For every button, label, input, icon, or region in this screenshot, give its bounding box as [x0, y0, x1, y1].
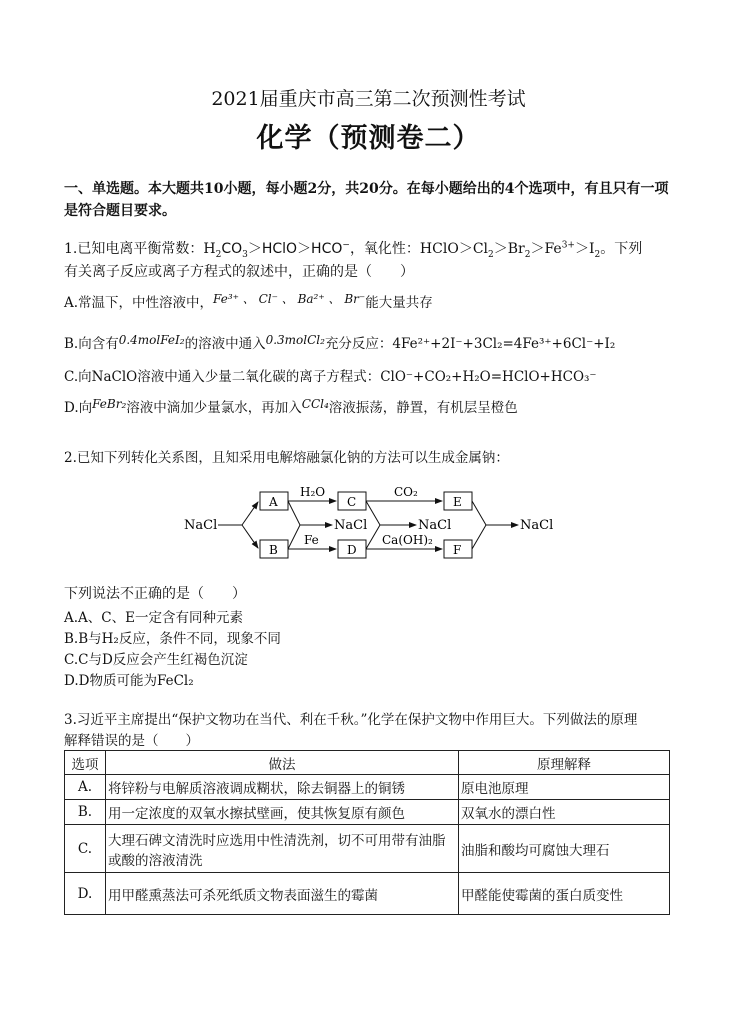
q3-stem-line2: 解释错误的是（ ）: [64, 733, 199, 749]
table-cell: 用甲醛熏蒸法可杀死纸质文物表面滋生的霉菌: [106, 873, 459, 915]
diagram-arrow: [472, 501, 486, 525]
table-cell: 双氧水的漂白性: [459, 800, 670, 825]
box-e-label: E: [453, 495, 462, 509]
table-cell: B.: [65, 800, 106, 825]
mid-nacl-1: NaCl: [334, 518, 368, 533]
box-a-label: A: [269, 495, 278, 509]
exam-title: 2021届重庆市高三第二次预测性考试: [211, 88, 526, 110]
table-row: [65, 825, 670, 873]
box-d-label: D: [347, 543, 357, 557]
reagent-co2: CO₂: [394, 485, 418, 499]
reagent-caoh2: Ca(OH)₂: [382, 533, 433, 547]
q1-option-b: B.向含有0.4molFeI₂的溶液中通入0.3molCl₂充分反应：4Fe²⁺+2I⁻+3Cl₂=4Fe³⁺+6Cl⁻+I₂: [64, 333, 616, 352]
q1-option-d: D.向FeBr₂溶液中滴加少量氯水，再加入CCl₄溶液振荡，静置，有机层呈橙色: [64, 397, 518, 416]
diagram-start-label: NaCl: [184, 518, 218, 533]
diagram-arrow: [366, 501, 380, 525]
box-c-label: C: [347, 495, 357, 509]
table-header-cell: 选项: [65, 751, 106, 775]
mid-nacl-3: NaCl: [520, 518, 554, 533]
table-row: [65, 800, 670, 825]
table-cell: C.: [65, 825, 106, 873]
table-cell: 大理石碑文清洗时应选用中性清洗剂，切不可用带有油脂或酸的溶液清洗: [106, 825, 459, 873]
mid-nacl-2: NaCl: [418, 518, 452, 533]
q3-table: [64, 750, 670, 915]
table-row: [65, 775, 670, 800]
diagram-arrow: [242, 525, 258, 548]
reagent-h2o: H₂O: [300, 485, 326, 499]
table-header-cell: 做法: [106, 751, 459, 775]
conversion-diagram: [180, 480, 560, 570]
table-header-cell: 原理解释: [459, 751, 670, 775]
q2-option-a: A.A、C、E一定含有同种元素: [64, 610, 243, 626]
q1-option-a: A.常温下，中性溶液中，Fe³⁺ 、 Cl⁻ 、 Ba²⁺ 、 Br⁻能大量共存: [64, 292, 433, 311]
table-cell: 甲醛能使霉菌的蛋白质变性: [459, 873, 670, 915]
q1-option-c: C.向NaClO溶液中通入少量二氧化碳的离子方程式：ClO⁻+CO₂+H₂O=HClO+HCO₃⁻: [64, 369, 597, 385]
table-header-row: [65, 751, 670, 775]
q2-option-b: B.B与H₂反应，条件不同，现象不同: [64, 631, 281, 647]
q1-stem-line1: 1.已知电离平衡常数：$H_2CO_3>HClO>HCO^-$，氧化性：$HClO>Cl_2>Br_2>Fe^{3+}>I_2$。下列: [64, 240, 643, 260]
q3-stem-line1: 3.习近平主席提出“保护文物功在当代、利在千秋。”化学在保护文物中作用巨大。下列做法的原理: [64, 712, 638, 728]
q2-question: 下列说法不正确的是（ ）: [64, 586, 246, 602]
reagent-fe: Fe: [304, 533, 319, 547]
table-cell: A.: [65, 775, 106, 800]
table-cell: 将锌粉与电解质溶液调成糊状，除去铜器上的铜锈: [106, 775, 459, 800]
table-row: [65, 873, 670, 915]
diagram-arrow: [288, 501, 300, 525]
table-cell: 原电池原理: [459, 775, 670, 800]
q2-option-d: D.D物质可能为FeCl₂: [64, 673, 194, 689]
diagram-arrow: [366, 525, 380, 549]
q2-stem: 2.已知下列转化关系图，且知采用电解熔融氯化钠的方法可以生成金属钠：: [64, 450, 509, 466]
table-cell: D.: [65, 873, 106, 915]
diagram-arrow: [288, 525, 300, 549]
table-cell: 用一定浓度的双氧水擦拭壁画，使其恢复原有颜色: [106, 800, 459, 825]
box-b-label: B: [269, 543, 278, 557]
diagram-arrow: [242, 502, 258, 525]
box-f-label: F: [453, 543, 462, 557]
q2-option-c: C.C与D反应会产生红褐色沉淀: [64, 652, 248, 668]
table-cell: 油脂和酸均可腐蚀大理石: [459, 825, 670, 873]
subject-title: 化学（预测卷二）: [256, 123, 481, 154]
diagram-arrow: [472, 525, 486, 549]
section-heading: 一、单选题。本大题共10小题，每小题2分，共20分。在每小题给出的4个选项中，有且只有一项是符合题目要求。: [64, 181, 669, 219]
q1-stem-line2: 有关离子反应或离子方程式的叙述中，正确的是（ ）: [64, 264, 414, 280]
